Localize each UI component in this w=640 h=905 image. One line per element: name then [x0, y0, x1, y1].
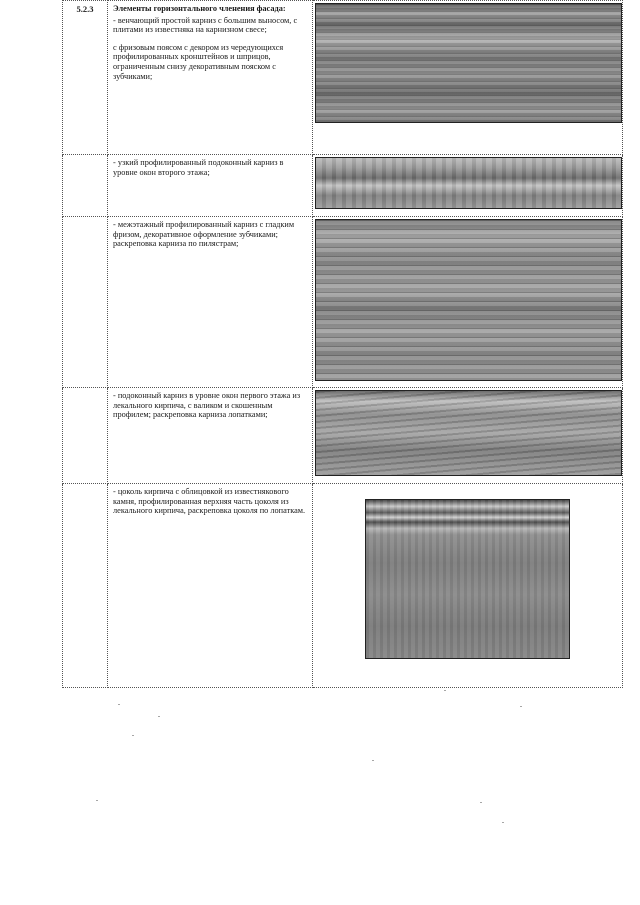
number-cell — [63, 217, 108, 388]
section-number: 5.2.3 — [63, 1, 108, 155]
table-row — [63, 217, 623, 388]
table-row — [63, 388, 623, 484]
description-paragraph: - цоколь кирпича с облицовкой из известнякового камня, профилированная верхняя часть цоколя из лекального кирпича, раскреповка цоколя по лопаткам. — [113, 487, 306, 516]
first-floor-cornice-photo — [315, 390, 622, 476]
section-title: Элементы горизонтального членения фасада: — [113, 4, 286, 13]
table-row — [63, 155, 623, 217]
description-paragraph: - подоконный карниз в уровне окон первого этажа из лекального кирпича, с валиком и скошенным профилем; раскреповка карниза лопатками; — [113, 391, 301, 420]
description-cell — [108, 1, 313, 155]
window-cornice-photo — [315, 157, 622, 209]
number-cell — [63, 155, 108, 217]
interfloor-cornice-photo — [315, 219, 622, 381]
description-paragraph: - венчающий простой карниз с большим выносом, с плитами из известняка на карнизном свесе; — [113, 15, 298, 35]
photo-cell — [313, 155, 623, 217]
number-cell — [63, 484, 108, 688]
photo-cell — [313, 484, 623, 688]
number-cell — [63, 388, 108, 484]
table-row — [63, 484, 623, 688]
description-paragraph: - межэтажный профилированный карниз с гладким фризом, декоративное оформление зубчиками; раскреповка карниза по пилястрам; — [113, 220, 295, 249]
photo-cell — [313, 1, 623, 155]
plinth-photo — [365, 499, 570, 659]
description-paragraph: - узкий профилированный подоконный карниз в уровне окон второго этажа; — [113, 158, 284, 177]
description-paragraph: с фризовым поясом с декором из чередующихся профилированных кронштейнов и шприцов, ограниченным снизу декоративным пояском с зубчиками; — [113, 42, 284, 81]
description-cell — [108, 155, 313, 217]
description-cell — [108, 217, 313, 388]
table-row — [63, 1, 623, 155]
photo-cell — [313, 217, 623, 388]
facade-elements-table — [62, 0, 623, 688]
description-cell — [108, 388, 313, 484]
cornice-photo — [315, 3, 622, 123]
photo-cell — [313, 388, 623, 484]
description-cell — [108, 484, 313, 688]
